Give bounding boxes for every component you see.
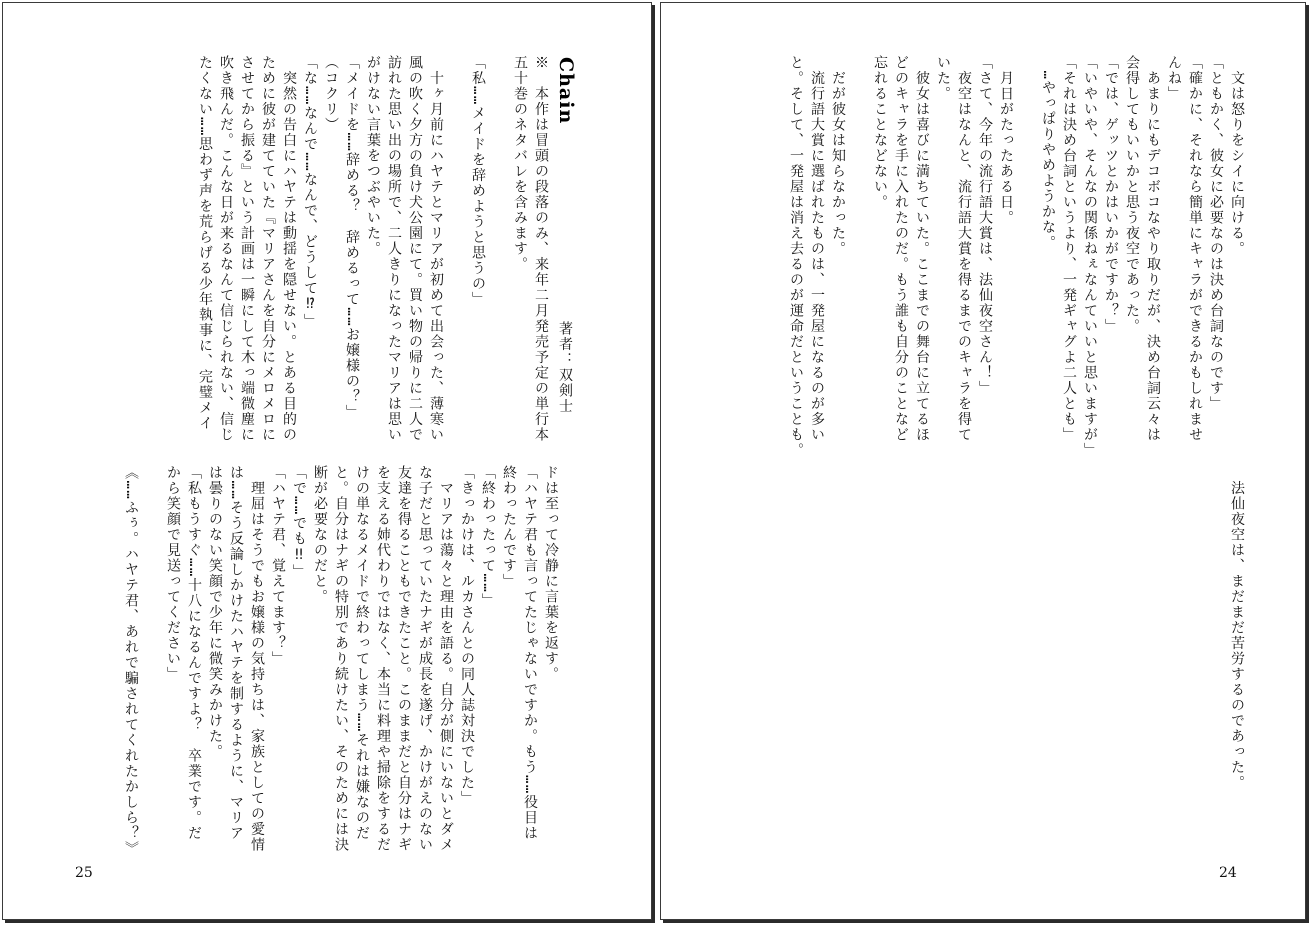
author-credit: 著者：双剣士: [557, 321, 573, 414]
story-title: Chain: [555, 57, 577, 125]
right-page: [660, 2, 1306, 920]
left-page: [2, 2, 652, 920]
page-number-left: 25: [75, 865, 93, 881]
left-bottom-text: ドは至って冷静に言葉を返す。 「ハヤテ君も言ってたじゃないですか。もう……役目は 終わったんです」 「終わったって……」 「きっかけは、ルカさんとの同人誌対決でした」 マリアは蕩々と理由を語る。自分が側にいないとダメ な子だと思っていたナギが成長を遂げ、かけがえのない 友達を得ることもできたこと。このままだと自分はナギ を支える姉代わりではなく、本当に料理や掃除をするだ けの単なるメイドで終わってしまう……それは嫌なのだ と。自分はナギの特別であり続けたい、そのためには決 断が必要なのだと。 「で……でも‼」 「ハヤテ君、覚えてます？」 理屈はそうでもお嬢様の気持ちは、家族としての愛情 は……そう反論しかけたハヤテを制するように、マリア は曇りのない笑顔で少年に微笑みかけた。 「私もうすぐ……十八になるんですよ？ 卒業です。だ から笑顔で見送ってください」 《……ふぅ。ハヤテ君、あれで騙されてくれたかしら？》: [123, 465, 559, 857]
left-top-text: ※ 本作は冒頭の段落のみ、来年二月発売予定の単行本 五十巻のネタバレを含みます。 「私……メイドを辞めようと思うの」 十ヶ月前にハヤテとマリアが初めて出会った、薄寒い 風の吹く夕方の負け犬公園にて。買い物の帰りに二人で 訪れた思い出の場所で、二人きりになったマリアは思い がけない言葉をつぶやいた。 「メイドを……辞める？ 辞めるって……お嬢様の？」 （コクリ） 「な……なんで……なんで、どうして⁉」 突然の告白にハヤテは動揺を隠せない。とある目的の ために彼が建てていた『マリアさんを自分にメロメロに させてから振る』という計画は一瞬にして木っ端微塵に 吹き飛んだ。こんな日が来るなんて信じられない、信じ たくない……思わず声を荒らげる少年執事に、完璧メイ: [197, 55, 549, 443]
right-bottom-text: 法仙夜空は、まだまだ苦労するのであった。: [1229, 465, 1245, 791]
page-number-right: 24: [1219, 865, 1237, 881]
right-top-text: 文は怒りをシイに向ける。 「ともかく、彼女に必要なのは決め台詞なのです」 「確かに、それなら簡単にキャラができるかもしれませ んね」 あまりにもデコボコなやり取りだが、決め台詞云々は 会得してもいいかと思う夜空であった。 「では、ゲッツとかはいかがですか？」 「いやいや、そんなの関係ねぇなんていいと思いますが」 「それは決め台詞というより、一発ギャグよ二人とも」 …やっぱりやめようかな。 月日がたったある日。 「さて、今年の流行語大賞は、法仙夜空さん！」 夜空はなんと、流行語大賞を得るまでのキャラを得て いた。 彼女は喜びに満ちていた。ここまでの舞台に立てるほ どのキャラを手に入れたのだ。もう誰も自分のことなど 忘れることなどない。 だが彼女は知らなかった。 流行語大賞に選ばれたものは、一発屋になるのが多い と。そして、一発屋は消え去るのが運命だということも。: [788, 55, 1245, 458]
